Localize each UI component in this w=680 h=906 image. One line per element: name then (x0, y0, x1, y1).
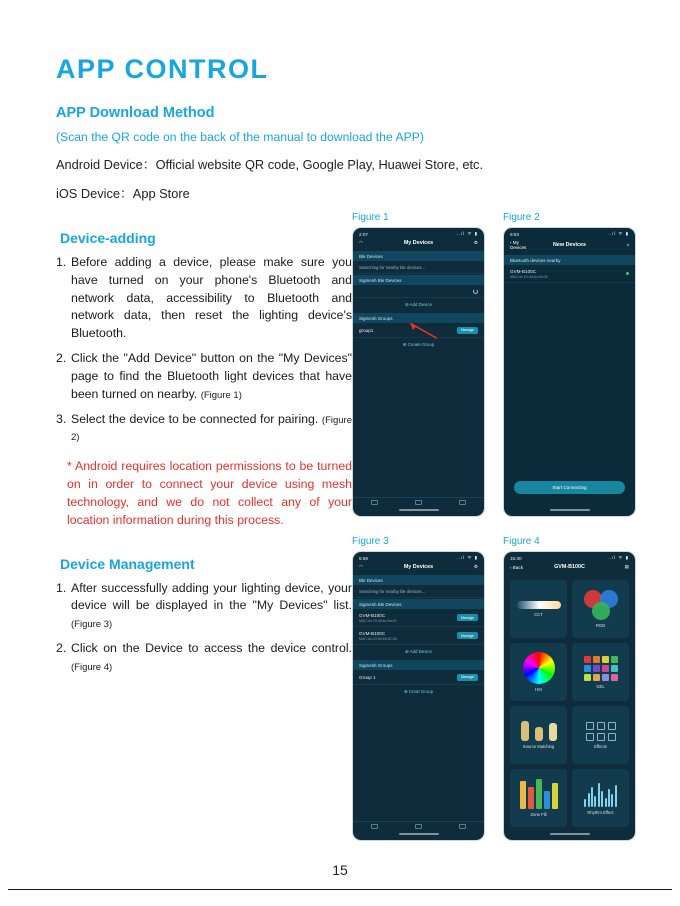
nav-bar (504, 238, 635, 254)
device-name: GVM-B100C (510, 268, 537, 274)
status-bar (353, 228, 484, 238)
control-zone-fill[interactable] (510, 769, 567, 827)
step-text: Click the "Add Device" button on the "My Devices" page to find the Bluetooth light devices that have been turned on nearby. (71, 351, 352, 401)
control-label: Rhythm Effect (587, 810, 614, 815)
figure-4 (503, 536, 636, 841)
manage-chip[interactable]: Manage (457, 327, 478, 334)
section-header-ble: Ble Devices (353, 575, 484, 585)
phone-screenshot-2 (503, 227, 636, 517)
create-group-button[interactable]: ⊕ Creat Group (403, 689, 434, 694)
control-rhythm-effect[interactable] (572, 769, 629, 827)
searching-text: Searching for nearby ble devices... (359, 588, 426, 594)
back-button[interactable]: ‹ My Devices (510, 240, 527, 250)
bulbs-icon (521, 721, 557, 741)
annotation-arrow-icon (405, 320, 439, 340)
device-mac: MAC:dc:23:4d:6c:5a:53 (359, 618, 397, 623)
figure-2 (503, 212, 636, 517)
step-number: 2. (56, 351, 67, 366)
create-group-button[interactable]: ⊕ Create Group (402, 342, 435, 347)
figure-2-label: Figure 2 (503, 212, 540, 223)
step-number: 1. (56, 580, 67, 595)
selected-indicator-icon (626, 272, 629, 275)
android-device-line: Android Device：Official website QR code, Google Play, Huawei Store, etc. (56, 157, 483, 172)
page-title: APP CONTROL (56, 54, 269, 84)
phone-screenshot-3 (352, 551, 485, 841)
control-label: Source Matching (522, 744, 555, 749)
status-time: 9:53 (510, 231, 519, 237)
add-device-label: Add Device (409, 649, 433, 654)
home-indicator (399, 509, 439, 511)
status-icons: ..ıl ᯤ ▮ (607, 555, 629, 560)
control-label: RGB (595, 623, 606, 628)
gear-icon[interactable]: ⚙ (473, 564, 478, 569)
page-number: 15 (332, 862, 348, 878)
app-logo-icon: ◠ (359, 564, 364, 569)
list-item (52, 350, 352, 403)
status-icons: ..ıl ᯤ ▮ (607, 231, 629, 236)
warning-text: * Android requires location permissions to be turned on in order to connect your device using mesh technology, and we do not collect any of your location information during this process. (67, 459, 352, 527)
figure-4-label: Figure 4 (503, 536, 540, 547)
nav-title: My Devices (403, 240, 434, 246)
figure-grid (352, 212, 628, 841)
step-number: 1. (56, 255, 67, 269)
searching-row (353, 585, 484, 598)
status-icons: ..ıl ᯤ ▮ (456, 555, 478, 560)
figure-reference: (Figure 1) (200, 389, 242, 401)
nav-title: My Devices (403, 564, 434, 570)
figures-column (352, 212, 629, 817)
section-label: Sigmesh Ble Devices (359, 277, 402, 283)
table-row[interactable] (353, 609, 484, 627)
phone-screenshot-1 (352, 227, 485, 517)
status-bar (504, 228, 635, 238)
figure-3 (352, 536, 485, 841)
device-management-steps (52, 580, 352, 676)
step-text: Click on the Device to access the device control. (71, 641, 352, 656)
figure-reference: (Figure 3) (71, 619, 113, 631)
instructions-column (52, 212, 352, 683)
status-bar (353, 552, 484, 562)
gear-icon[interactable]: ⚙ (473, 240, 478, 245)
add-device-label: Add Device (409, 302, 433, 307)
loading-spinner-icon (473, 289, 478, 294)
table-row[interactable] (353, 627, 484, 645)
control-label: CCT (534, 612, 543, 617)
searching-row (353, 261, 484, 274)
content-columns (52, 212, 629, 817)
figure-row-top (352, 212, 628, 517)
nav-title: New Devices (553, 242, 586, 248)
tab-devices-icon[interactable] (371, 824, 378, 829)
status-icons: ..ıl ᯤ ▮ (456, 231, 478, 236)
footer-divider (8, 889, 672, 890)
control-label: GEL (596, 683, 605, 689)
control-cct[interactable] (510, 580, 567, 638)
control-rgb[interactable] (572, 580, 629, 638)
menu-icon[interactable]: ▤ (624, 564, 629, 569)
figure-reference: (Figure 2) (71, 414, 352, 444)
cct-gradient-icon (517, 601, 561, 609)
device-adding-heading: Device-adding (60, 230, 156, 246)
tab-bar[interactable] (353, 497, 484, 507)
color-wheel-icon (523, 652, 555, 684)
location-permission-warning (56, 458, 352, 529)
app-logo-icon: ◠ (359, 240, 364, 245)
tab-devices-icon[interactable] (371, 500, 378, 505)
group-row[interactable] (353, 670, 484, 685)
figure-reference: (Figure 4) (71, 661, 113, 673)
waveform-icon (584, 781, 617, 807)
step-number: 3. (56, 411, 67, 426)
tab-profile-icon[interactable] (459, 500, 466, 505)
help-icon[interactable]: ? (626, 242, 629, 248)
step-text: Select the device to be connected for pairing. (71, 411, 319, 426)
list-item (52, 254, 352, 343)
qr-note: (Scan the QR code on the back of the manual to download the APP) (56, 130, 424, 144)
nav-bar (353, 238, 484, 250)
control-label: Effects (594, 743, 607, 749)
nav-bar (353, 562, 484, 574)
phone-screenshot-4 (503, 551, 636, 841)
ios-device-line: iOS Device：App Store (56, 186, 190, 201)
status-time: 2:07 (359, 231, 368, 237)
control-gel[interactable] (572, 643, 629, 701)
nearby-device-row[interactable] (504, 265, 635, 283)
list-item (52, 411, 352, 447)
section-header-groups: Sigmesh Groups (353, 660, 484, 670)
home-indicator (399, 833, 439, 835)
device-name: GVM-B100C (359, 612, 386, 618)
tab-scenes-icon[interactable] (415, 824, 422, 829)
effects-icon (586, 722, 616, 741)
device-name: GVM-B100C (359, 630, 386, 636)
gel-swatches-icon (584, 656, 618, 681)
device-mac: MAC:dc:23:5d:68:62:65 (359, 636, 397, 641)
tab-bar[interactable] (353, 821, 484, 831)
control-effects[interactable] (572, 706, 629, 764)
figure-1-label: Figure 1 (352, 212, 389, 223)
home-indicator (550, 509, 590, 511)
rgb-circles-icon (584, 590, 618, 620)
create-group-label: Create Group (407, 342, 435, 347)
back-button[interactable]: ‹ Back (510, 564, 524, 570)
start-connecting-button[interactable]: Start Connecting (514, 481, 625, 494)
home-indicator (550, 833, 590, 835)
status-time: 5:59 (359, 555, 368, 561)
asterisk-icon (56, 458, 67, 529)
zone-bars-icon (520, 779, 558, 809)
section-header-groups: Sigmesh Groups (353, 313, 484, 323)
status-time: 15:30 (510, 555, 522, 561)
section-header-nearby: Bluetooth devices nearby (504, 255, 635, 265)
create-group-label: Creat Group (408, 689, 434, 694)
nav-bar (504, 562, 635, 574)
control-label: Zone Fill (530, 812, 547, 817)
figure-3-label: Figure 3 (352, 536, 389, 547)
manage-chip[interactable]: Manage (457, 632, 478, 639)
group-name: Group 1 (359, 674, 376, 680)
control-hsi[interactable] (510, 643, 567, 701)
tab-scenes-icon[interactable] (415, 500, 422, 505)
status-bar (504, 552, 635, 562)
sigmesh-empty-row (353, 285, 484, 298)
control-grid (504, 574, 635, 833)
searching-text: Searching for nearby ble devices... (359, 264, 426, 270)
section-header-ble: Ble Devices (353, 251, 484, 261)
step-text: After successfully adding your lighting device, your device will be displayed in the "My Devices" list. (71, 580, 352, 613)
app-download-heading: APP Download Method (56, 105, 215, 121)
nav-title: GVM-B100C (554, 564, 585, 570)
device-management-heading: Device Management (60, 555, 195, 572)
group-name: group1 (359, 327, 374, 333)
manage-chip[interactable]: Manage (457, 614, 478, 621)
device-mac: MAC:dc:23:4d:6c:bb:05 (510, 274, 548, 279)
add-device-button[interactable]: ⊕ Add Device (404, 649, 433, 654)
figure-row-bottom (352, 536, 628, 841)
control-source-matching[interactable] (510, 706, 567, 764)
manage-chip[interactable]: Manage (457, 674, 478, 681)
list-item (52, 640, 352, 676)
list-item (52, 580, 352, 633)
section-header-sigmesh (353, 275, 484, 285)
section-header-sigmesh: Sigmesh Ble Devices (353, 599, 484, 609)
control-label: HSI (535, 687, 542, 692)
step-number: 2. (56, 641, 67, 656)
device-adding-steps (52, 254, 352, 446)
tab-profile-icon[interactable] (459, 824, 466, 829)
add-device-button[interactable]: ⊕ Add Device (404, 302, 433, 307)
step-text: Before adding a device, please make sure you have turned on your phone's Bluetooth and network data, accessibility to Bluetooth and network data, then reset the lighting device's Bluetooth. (71, 255, 352, 341)
figure-1 (352, 212, 485, 517)
